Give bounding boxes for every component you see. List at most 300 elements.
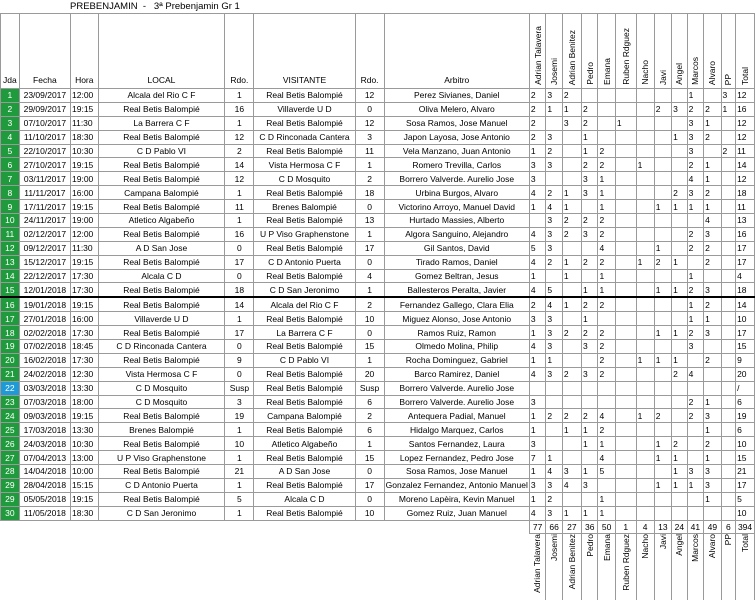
cell-fecha: 22/12/2017 xyxy=(19,269,70,283)
cell-arbitro: Antequera Padial, Manuel xyxy=(384,409,529,423)
cell-fecha: 11/11/2017 xyxy=(19,186,70,200)
cell-visitante: A D San Jose xyxy=(254,465,355,479)
cell-player-goals xyxy=(636,116,654,130)
footer-player: Ruben Rdguez xyxy=(620,534,631,591)
footer-player: Alvaro xyxy=(707,534,718,559)
cell-player-goals xyxy=(654,144,671,158)
cell-player-goals: 1 xyxy=(529,200,545,214)
cell-player-goals xyxy=(529,381,545,395)
table-row xyxy=(1,478,755,492)
cell-player-goals: 2 xyxy=(562,227,581,241)
cell-player-goals xyxy=(636,367,654,381)
cell-rdo-local: 1 xyxy=(225,451,254,465)
cell-player-goals: 1 xyxy=(546,102,562,116)
cell-player-goals: 2 xyxy=(704,353,721,367)
cell-local: Atletico Algabeño xyxy=(98,214,225,228)
cell-player-goals xyxy=(636,465,654,479)
cell-player-goals: 1 xyxy=(687,478,703,492)
col-arbitro: Arbitro xyxy=(384,14,529,89)
cell-rdo-local: 1 xyxy=(225,89,254,103)
cell-player-goals: 1 xyxy=(562,269,581,283)
header-row xyxy=(1,14,755,89)
table-row xyxy=(1,200,755,214)
cell-arbitro: Perez Sivianes, Daniel xyxy=(384,89,529,103)
cell-hora: 17:30 xyxy=(71,326,99,340)
cell-fecha: 15/12/2017 xyxy=(19,255,70,269)
cell-rdo-visitante: 0 xyxy=(355,200,384,214)
cell-visitante: Real Betis Balompié xyxy=(254,395,355,409)
cell-rdo-visitante: 15 xyxy=(355,451,384,465)
cell-player-goals: 3 xyxy=(704,326,721,340)
cell-player-goals xyxy=(636,102,654,116)
cell-player-goals: 2 xyxy=(598,158,615,172)
cell-player-goals: 2 xyxy=(581,158,597,172)
cell-arbitro: Gonzalez Fernandez, Antonio Manuel xyxy=(385,480,528,491)
table-row xyxy=(1,312,755,326)
cell-player-goals xyxy=(615,283,636,297)
cell-player-goals: 1 xyxy=(636,255,654,269)
cell-player-goals: 1 xyxy=(654,353,671,367)
cell-arbitro: Algora Sanguino, Alejandro xyxy=(384,227,529,241)
cell-jda: 4 xyxy=(1,130,20,144)
cell-rdo-local: 3 xyxy=(225,395,254,409)
cell-rdo-local: 0 xyxy=(225,269,254,283)
cell-rdo-local: 5 xyxy=(225,492,254,506)
cell-player-goals: 2 xyxy=(598,297,615,311)
cell-rdo-local: 1 xyxy=(225,478,254,492)
cell-fecha: 05/05/2018 xyxy=(19,492,70,506)
cell-player-goals: 1 xyxy=(654,326,671,340)
cell-hora: 11:30 xyxy=(71,116,99,130)
cell-player-goals xyxy=(654,465,671,479)
cell-player-goals xyxy=(598,130,615,144)
table-row xyxy=(1,437,755,451)
cell-player-goals xyxy=(654,214,671,228)
cell-hora: 19:15 xyxy=(71,297,99,311)
cell-player-goals xyxy=(654,340,671,354)
cell-player-goals: 2 xyxy=(672,186,688,200)
cell-rdo-local: 21 xyxy=(225,465,254,479)
cell-player-goals xyxy=(636,437,654,451)
cell-visitante: Villaverde U D xyxy=(254,102,355,116)
table-row xyxy=(1,381,755,395)
table-row xyxy=(1,506,755,520)
cell-player-goals: 1 xyxy=(704,116,721,130)
cell-local: Real Betis Balompié xyxy=(98,227,225,241)
cell-rdo-local: 19 xyxy=(225,409,254,423)
cell-jda: 12 xyxy=(1,241,20,255)
cell-visitante: C D Mosquito xyxy=(254,172,355,186)
cell-player-goals xyxy=(581,381,597,395)
cell-player-goals xyxy=(672,269,688,283)
cell-player-goals xyxy=(546,423,562,437)
cell-player-goals: 1 xyxy=(636,158,654,172)
cell-player-goals xyxy=(615,326,636,340)
cell-arbitro: Tirado Ramos, Daniel xyxy=(384,255,529,269)
cell-player-goals xyxy=(615,437,636,451)
cell-player-goals: 1 xyxy=(581,437,597,451)
cell-player-goals xyxy=(687,451,703,465)
cell-rdo-local: Susp xyxy=(225,381,254,395)
cell-player-goals xyxy=(672,312,688,326)
cell-visitante: U P Viso Graphenstone xyxy=(254,227,355,241)
col-fecha: Fecha xyxy=(19,14,70,89)
cell-player-goals: 1 xyxy=(687,297,703,311)
cell-player-goals xyxy=(636,395,654,409)
cell-player-goals xyxy=(636,297,654,311)
cell-player-goals xyxy=(636,326,654,340)
cell-jda: 6 xyxy=(1,158,20,172)
cell-player-goals xyxy=(615,227,636,241)
col-visitante: VISITANTE xyxy=(254,14,355,89)
cell-player-goals: 2 xyxy=(654,102,671,116)
cell-arbitro: Lopez Fernandez, Pedro Jose xyxy=(384,451,529,465)
cell-visitante: Real Betis Balompié xyxy=(254,186,355,200)
table-row xyxy=(1,353,755,367)
cell-total: 14 xyxy=(736,297,755,311)
cell-player-goals: 3 xyxy=(581,172,597,186)
cell-player-goals: 1 xyxy=(598,506,615,520)
cell-visitante: Real Betis Balompié xyxy=(254,367,355,381)
cell-fecha: 14/04/2018 xyxy=(19,465,70,479)
cell-fecha: 07/02/2018 xyxy=(19,340,70,354)
cell-player-goals: 2 xyxy=(562,89,581,103)
cell-hora: 18:30 xyxy=(71,130,99,144)
cell-player-goals xyxy=(615,506,636,520)
cell-total: 12 xyxy=(736,172,755,186)
player-total: 1 xyxy=(615,520,636,533)
cell-player-goals xyxy=(615,367,636,381)
cell-player-goals: 2 xyxy=(687,283,703,297)
cell-player-goals: 1 xyxy=(598,283,615,297)
cell-player-goals: 2 xyxy=(581,255,597,269)
cell-rdo-visitante: 12 xyxy=(355,116,384,130)
cell-hora: 13:30 xyxy=(71,423,99,437)
results-table xyxy=(0,13,755,600)
cell-player-goals xyxy=(654,381,671,395)
cell-local: Real Betis Balompié xyxy=(98,437,225,451)
col-player: PP xyxy=(723,73,734,85)
cell-player-goals: 1 xyxy=(562,423,581,437)
cell-total: 15 xyxy=(736,340,755,354)
cell-player-goals: 1 xyxy=(704,451,721,465)
cell-player-goals xyxy=(615,465,636,479)
cell-player-goals xyxy=(581,492,597,506)
cell-fecha: 02/12/2017 xyxy=(19,227,70,241)
cell-player-goals xyxy=(654,130,671,144)
cell-local: Real Betis Balompié xyxy=(98,172,225,186)
cell-player-goals: 1 xyxy=(529,465,545,479)
cell-fecha: 09/12/2017 xyxy=(19,241,70,255)
col-local: LOCAL xyxy=(98,14,225,89)
cell-arbitro: Gil Santos, David xyxy=(384,241,529,255)
cell-jda: 7 xyxy=(1,172,20,186)
cell-player-goals: 2 xyxy=(687,395,703,409)
cell-arbitro: Rocha Dominguez, Gabriel xyxy=(384,353,529,367)
cell-player-goals: 3 xyxy=(546,506,562,520)
cell-player-goals: 1 xyxy=(672,465,688,479)
cell-player-goals xyxy=(636,214,654,228)
cell-player-goals: 1 xyxy=(654,478,671,492)
cell-player-goals xyxy=(546,437,562,451)
footer-total: Total xyxy=(740,534,751,552)
cell-total: 17 xyxy=(736,241,755,255)
cell-player-goals: 3 xyxy=(546,214,562,228)
cell-player-goals: 3 xyxy=(704,465,721,479)
player-total: 49 xyxy=(704,520,721,533)
cell-player-goals xyxy=(672,158,688,172)
cell-player-goals xyxy=(654,172,671,186)
cell-player-goals: 1 xyxy=(562,186,581,200)
cell-player-goals xyxy=(687,492,703,506)
cell-player-goals: 2 xyxy=(581,326,597,340)
cell-player-goals: 1 xyxy=(581,312,597,326)
cell-player-goals xyxy=(636,478,654,492)
cell-player-goals: 1 xyxy=(581,506,597,520)
cell-player-goals: 2 xyxy=(598,340,615,354)
table-row xyxy=(1,241,755,255)
cell-rdo-visitante: 15 xyxy=(355,340,384,354)
cell-arbitro: Urbina Burgos, Alvaro xyxy=(384,186,529,200)
cell-player-goals xyxy=(615,340,636,354)
cell-player-goals: 3 xyxy=(721,89,736,103)
cell-player-goals xyxy=(636,423,654,437)
cell-player-goals xyxy=(704,144,721,158)
table-row xyxy=(1,172,755,186)
table-row xyxy=(1,144,755,158)
cell-rdo-visitante: 0 xyxy=(355,465,384,479)
table-row xyxy=(1,395,755,409)
cell-player-goals xyxy=(562,158,581,172)
cell-player-goals: 1 xyxy=(529,269,545,283)
cell-player-goals: 2 xyxy=(562,367,581,381)
cell-fecha: 23/09/2017 xyxy=(19,89,70,103)
cell-rdo-visitante: 3 xyxy=(355,130,384,144)
cell-player-goals xyxy=(672,172,688,186)
cell-player-goals: 3 xyxy=(581,367,597,381)
table-row xyxy=(1,465,755,479)
cell-player-goals xyxy=(654,186,671,200)
cell-arbitro: Ballesteros Peralta, Javier xyxy=(384,283,529,297)
cell-player-goals: 1 xyxy=(704,423,721,437)
cell-player-goals xyxy=(687,381,703,395)
cell-player-goals: 4 xyxy=(562,478,581,492)
cell-player-goals: 2 xyxy=(581,116,597,130)
cell-player-goals xyxy=(721,451,736,465)
cell-hora: 10:30 xyxy=(71,144,99,158)
cell-player-goals: 2 xyxy=(598,214,615,228)
cell-player-goals xyxy=(721,172,736,186)
table-row xyxy=(1,340,755,354)
cell-player-goals: 3 xyxy=(529,478,545,492)
cell-player-goals xyxy=(672,409,688,423)
cell-player-goals xyxy=(636,227,654,241)
cell-player-goals: 1 xyxy=(581,130,597,144)
cell-fecha: 09/03/2018 xyxy=(19,409,70,423)
table-row xyxy=(1,297,755,311)
cell-jda: 24 xyxy=(1,409,20,423)
cell-visitante: Atletico Algabeño xyxy=(254,437,355,451)
cell-player-goals xyxy=(721,437,736,451)
cell-local: C D Mosquito xyxy=(98,395,225,409)
cell-rdo-visitante: 6 xyxy=(355,423,384,437)
cell-player-goals: 1 xyxy=(562,506,581,520)
table-row xyxy=(1,326,755,340)
cell-player-goals xyxy=(636,340,654,354)
cell-player-goals: 1 xyxy=(529,409,545,423)
table-row xyxy=(1,186,755,200)
cell-player-goals xyxy=(721,158,736,172)
cell-player-goals xyxy=(721,326,736,340)
cell-total: 17 xyxy=(736,478,755,492)
cell-visitante: Real Betis Balompié xyxy=(254,241,355,255)
cell-player-goals xyxy=(721,116,736,130)
footer-player: Adrian Benitez xyxy=(566,534,577,590)
cell-player-goals xyxy=(598,312,615,326)
cell-player-goals: 2 xyxy=(687,326,703,340)
cell-arbitro: Fernandez Gallego, Clara Elia xyxy=(384,297,529,311)
cell-player-goals: 2 xyxy=(704,130,721,144)
cell-jda: 8 xyxy=(1,186,20,200)
cell-fecha: 17/03/2018 xyxy=(19,423,70,437)
cell-rdo-visitante: 2 xyxy=(355,409,384,423)
cell-player-goals xyxy=(704,381,721,395)
cell-arbitro: Romero Trevilla, Carlos xyxy=(384,158,529,172)
cell-player-goals xyxy=(672,492,688,506)
cell-fecha: 24/02/2018 xyxy=(19,367,70,381)
cell-rdo-local: 1 xyxy=(225,423,254,437)
cell-player-goals: 2 xyxy=(546,186,562,200)
cell-visitante: Vista Hermosa C F xyxy=(254,158,355,172)
cell-player-goals xyxy=(687,214,703,228)
cell-player-goals: 1 xyxy=(598,492,615,506)
cell-player-goals: 2 xyxy=(704,186,721,200)
cell-player-goals: 4 xyxy=(529,255,545,269)
cell-rdo-visitante: 6 xyxy=(355,395,384,409)
cell-rdo-visitante: 20 xyxy=(355,367,384,381)
cell-rdo-local: 1 xyxy=(225,506,254,520)
cell-player-goals xyxy=(615,478,636,492)
cell-player-goals: 1 xyxy=(704,172,721,186)
cell-player-goals: 4 xyxy=(546,297,562,311)
cell-local: Real Betis Balompié xyxy=(98,200,225,214)
cell-fecha: 27/01/2018 xyxy=(19,312,70,326)
cell-jda: 15 xyxy=(1,283,20,297)
cell-visitante: Real Betis Balompié xyxy=(254,478,355,492)
col-hora: Hora xyxy=(71,14,99,89)
player-total: 36 xyxy=(581,520,597,533)
cell-jda: 13 xyxy=(1,255,20,269)
cell-total: 13 xyxy=(736,214,755,228)
cell-player-goals xyxy=(721,200,736,214)
cell-player-goals: 1 xyxy=(636,409,654,423)
col-player: Javi xyxy=(657,69,668,85)
cell-player-goals: 3 xyxy=(581,227,597,241)
cell-player-goals xyxy=(721,241,736,255)
cell-player-goals: 2 xyxy=(529,116,545,130)
col-player: Adrian Talavera xyxy=(532,26,543,85)
footer-player: Adrian Talavera xyxy=(532,534,543,593)
cell-rdo-visitante: 1 xyxy=(355,353,384,367)
cell-player-goals: 2 xyxy=(562,409,581,423)
cell-jda: 11 xyxy=(1,227,20,241)
col-player: Pedro xyxy=(584,62,595,85)
cell-fecha: 11/10/2017 xyxy=(19,130,70,144)
cell-player-goals xyxy=(636,130,654,144)
cell-arbitro: Victorino Arroyo, Manuel David xyxy=(384,200,529,214)
player-total: 41 xyxy=(687,520,703,533)
cell-player-goals xyxy=(704,506,721,520)
cell-rdo-visitante: 0 xyxy=(355,255,384,269)
cell-player-goals xyxy=(672,506,688,520)
cell-player-goals: 3 xyxy=(687,340,703,354)
cell-fecha: 07/10/2017 xyxy=(19,116,70,130)
cell-player-goals xyxy=(721,255,736,269)
cell-total: 21 xyxy=(736,465,755,479)
cell-rdo-local: 14 xyxy=(225,297,254,311)
cell-arbitro: Borrero Valverde. Aurelio Jose xyxy=(384,395,529,409)
cell-player-goals: 1 xyxy=(672,326,688,340)
cell-player-goals: 4 xyxy=(598,241,615,255)
cell-player-goals xyxy=(672,214,688,228)
cell-player-goals xyxy=(672,89,688,103)
cell-hora: 19:15 xyxy=(71,492,99,506)
cell-player-goals xyxy=(721,312,736,326)
cell-player-goals: 1 xyxy=(704,158,721,172)
cell-player-goals: 2 xyxy=(687,409,703,423)
cell-local: C D Mosquito xyxy=(98,381,225,395)
cell-player-goals xyxy=(654,423,671,437)
cell-visitante: Real Betis Balompié xyxy=(254,312,355,326)
table-row xyxy=(1,409,755,423)
cell-hora: 19:15 xyxy=(71,102,99,116)
cell-player-goals xyxy=(562,340,581,354)
cell-player-goals: 1 xyxy=(654,283,671,297)
cell-player-goals xyxy=(615,89,636,103)
cell-rdo-visitante: 0 xyxy=(355,492,384,506)
cell-visitante: Real Betis Balompié xyxy=(254,381,355,395)
cell-player-goals: 2 xyxy=(598,227,615,241)
cell-visitante: Alcala del Rio C F xyxy=(254,297,355,311)
cell-player-goals xyxy=(581,451,597,465)
cell-player-goals xyxy=(721,214,736,228)
player-total: 13 xyxy=(654,520,671,533)
cell-rdo-visitante: 1 xyxy=(355,283,384,297)
cell-player-goals xyxy=(721,367,736,381)
footer-names-row xyxy=(1,534,755,600)
cell-player-goals: 2 xyxy=(687,227,703,241)
cell-local: Real Betis Balompié xyxy=(98,297,225,311)
cell-rdo-local: 1 xyxy=(225,116,254,130)
cell-player-goals xyxy=(562,381,581,395)
cell-player-goals xyxy=(562,172,581,186)
cell-player-goals xyxy=(562,451,581,465)
cell-player-goals xyxy=(721,423,736,437)
cell-player-goals xyxy=(562,283,581,297)
cell-player-goals: 2 xyxy=(581,409,597,423)
cell-player-goals xyxy=(721,186,736,200)
cell-arbitro: Borrero Valverde. Aurelio Jose xyxy=(384,172,529,186)
cell-player-goals xyxy=(687,506,703,520)
cell-player-goals xyxy=(615,214,636,228)
cell-player-goals xyxy=(636,312,654,326)
col-player: Nacho xyxy=(640,60,651,85)
cell-arbitro: Sosa Ramos, Jose Manuel xyxy=(384,465,529,479)
cell-jda: 18 xyxy=(1,326,20,340)
col-player: Emana xyxy=(601,58,612,85)
cell-visitante: Real Betis Balompié xyxy=(254,89,355,103)
cell-player-goals: 2 xyxy=(704,102,721,116)
